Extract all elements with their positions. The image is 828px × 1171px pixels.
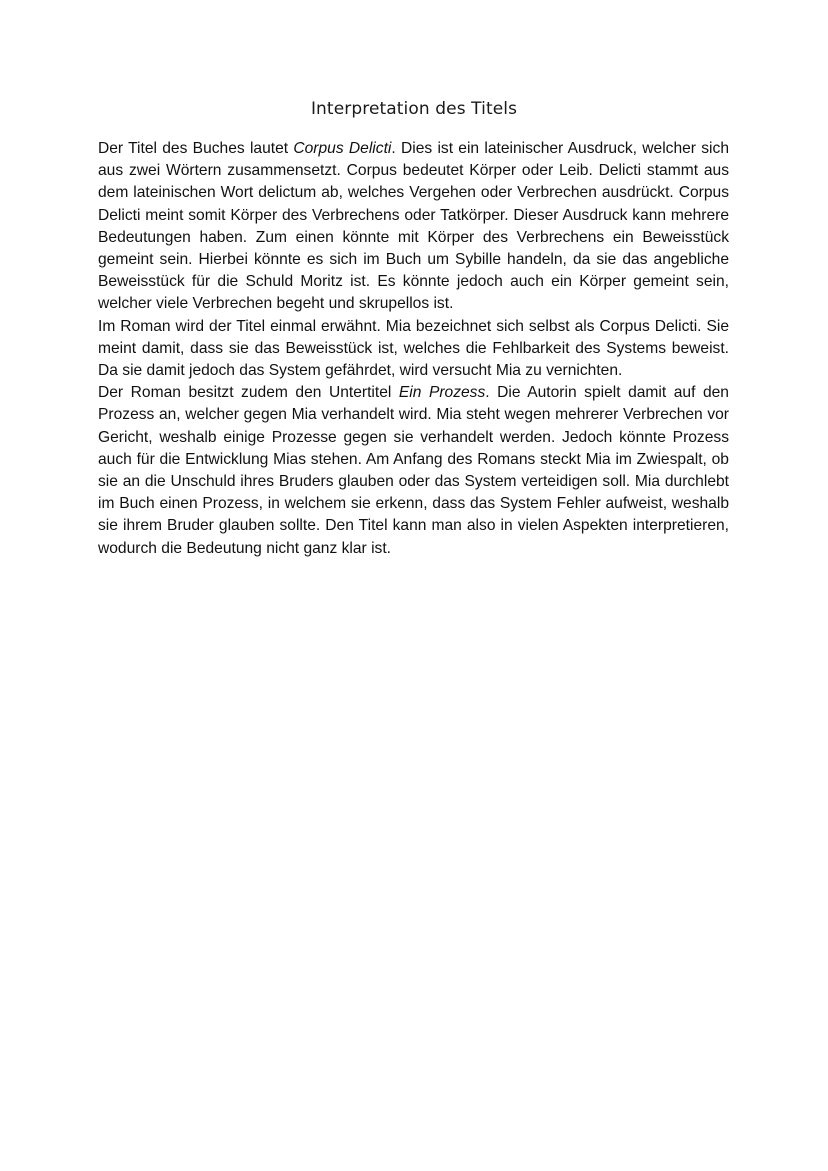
paragraph-1 <box>98 138 729 316</box>
text-segment: Der Roman besitzt zudem den Untertitel <box>98 384 399 402</box>
subtitle-italic: Ein Prozess <box>398 384 486 402</box>
paragraph-2 <box>98 316 729 383</box>
text-segment: . Dies ist ein lateinischer Ausdruck, welcher sich aus zwei Wörtern zusammensetzt. Corpus bedeutet Körper oder Leib. Delicti stammt aus dem lateinischen Wort delictum ab, welches Vergehen oder Verbrechen ausdrückt. Corpus Delicti meint somit Körper des Verbrechens oder Tatkörper. Dieser Ausdruck kann mehrere Bedeutungen haben. Zum einen könnte mit Körper des Verbrechens ein Beweisstück gemeint sein. Hierbei könnte es sich im Buch um Sybille handeln, da sie das angebliche Beweisstück für die Schuld Moritz ist. Es könnte jedoch auch ein Körper gemeint sein, welcher viele Verbrechen begeht und skrupellos ist. <box>98 140 729 313</box>
book-title-italic: Corpus Delicti <box>293 140 392 157</box>
document-body <box>98 138 729 560</box>
document-title: Interpretation des Titels <box>310 99 518 119</box>
text-segment: . Die Autorin spielt damit auf den Prozess an, welcher gegen Mia verhandelt wird. Mia steht wegen mehrerer Verbrechen vor Gericht, weshalb einige Prozesse gegen sie verhandelt werden. Jedoch könnte Prozess auch für die Entwicklung Mias stehen. Am Anfang des Romans steckt Mia im Zwiespalt, ob sie an die Unschuld ihres Bruders glauben oder das System verteidigen soll. Mia durchlebt im Buch einen Prozess, in welchem sie erkenn, dass das System Fehler aufweist, weshalb sie ihrem Bruder glauben sollte. Den Titel kann man also in vielen Aspekten interpretieren, wodurch die Bedeutung nicht ganz klar ist. <box>98 384 729 557</box>
paragraph-3 <box>98 382 729 560</box>
text-segment: Der Titel des Buches lautet <box>98 140 294 157</box>
text-segment: Im Roman wird der Titel einmal erwähnt. Mia bezeichnet sich selbst als Corpus Delicti. Sie meint damit, dass sie das Beweisstück ist, welches die Fehlbarkeit des Systems beweist. Da sie damit jedoch das System gefährdet, wird versucht Mia zu vernichten. <box>98 317 729 380</box>
